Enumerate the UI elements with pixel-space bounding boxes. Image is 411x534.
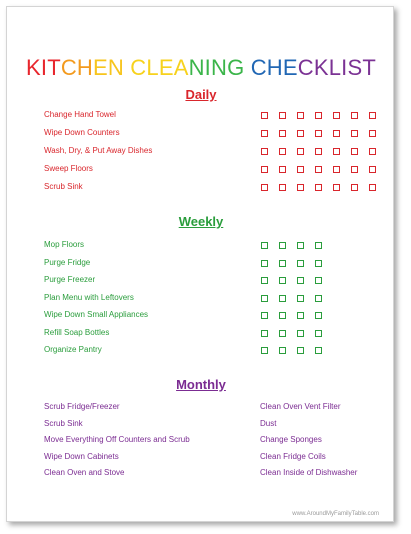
title-letter: C <box>297 55 314 80</box>
checklist-page <box>6 6 394 522</box>
weekly-checkbox[interactable] <box>279 295 286 302</box>
weekly-checkbox[interactable] <box>261 312 268 319</box>
weekly-checkbox[interactable] <box>315 242 322 249</box>
weekly-checkbox[interactable] <box>297 277 304 284</box>
title-letter: G <box>227 55 245 80</box>
daily-checkbox[interactable] <box>297 166 304 173</box>
weekly-checkbox[interactable] <box>261 260 268 267</box>
daily-checkbox[interactable] <box>351 112 358 119</box>
weekly-checkbox[interactable] <box>279 347 286 354</box>
monthly-task: Scrub Fridge/Freezer <box>44 402 120 411</box>
daily-checkbox[interactable] <box>351 184 358 191</box>
monthly-task: Dust <box>260 418 277 428</box>
title-letter: E <box>282 55 298 80</box>
weekly-task: Purge Fridge <box>44 257 91 267</box>
daily-checkbox[interactable] <box>261 148 268 155</box>
title-letter: I <box>204 55 211 80</box>
title-letter: I <box>40 55 48 80</box>
title-letter: N <box>107 55 124 80</box>
daily-checkbox[interactable] <box>315 184 322 191</box>
daily-checkbox[interactable] <box>279 130 286 137</box>
title-letter: S <box>347 55 363 80</box>
daily-checkbox[interactable] <box>261 112 268 119</box>
monthly-task: Move Everything Off Counters and Scrub <box>44 435 190 444</box>
daily-checkbox[interactable] <box>315 112 322 119</box>
weekly-checkbox[interactable] <box>297 295 304 302</box>
daily-checkbox[interactable] <box>279 112 286 119</box>
monthly-heading: Monthly <box>176 377 226 392</box>
weekly-checkbox[interactable] <box>315 295 322 302</box>
daily-checkbox[interactable] <box>369 112 376 119</box>
footer-url: www.AroundMyFamilyTable.com <box>292 511 379 517</box>
weekly-task: Plan Menu with Leftovers <box>44 292 134 302</box>
title-letter: A <box>173 55 189 80</box>
daily-checkbox[interactable] <box>297 130 304 137</box>
daily-checkbox[interactable] <box>351 148 358 155</box>
daily-checkbox[interactable] <box>369 166 376 173</box>
daily-checkbox[interactable] <box>333 130 340 137</box>
daily-checkbox[interactable] <box>297 184 304 191</box>
title-letter: N <box>210 55 228 80</box>
daily-checkbox[interactable] <box>315 166 322 173</box>
title-letter: C <box>130 55 147 80</box>
daily-task: Wipe Down Counters <box>44 128 120 137</box>
weekly-task: Refill Soap Bottles <box>44 327 110 337</box>
daily-checkbox[interactable] <box>369 184 376 191</box>
weekly-checkbox[interactable] <box>261 347 268 354</box>
title-letter: T <box>362 55 376 80</box>
title-letter: H <box>76 55 94 80</box>
weekly-checkbox[interactable] <box>315 312 322 319</box>
daily-checkbox[interactable] <box>315 148 322 155</box>
weekly-checkbox[interactable] <box>279 330 286 337</box>
weekly-checkbox[interactable] <box>261 277 268 284</box>
weekly-task: Mop Floors <box>44 240 85 249</box>
title-letter: C <box>250 55 267 80</box>
title-letter: C <box>60 55 77 80</box>
daily-checkbox[interactable] <box>261 184 268 191</box>
weekly-checkbox[interactable] <box>261 330 268 337</box>
title-letter: L <box>328 55 342 80</box>
weekly-checkbox[interactable] <box>297 347 304 354</box>
daily-checkbox[interactable] <box>369 130 376 137</box>
weekly-task: Organize Pantry <box>44 345 102 354</box>
daily-checkbox[interactable] <box>369 148 376 155</box>
weekly-checkbox[interactable] <box>279 242 286 249</box>
title-letter: E <box>158 55 174 80</box>
weekly-checkbox[interactable] <box>279 312 286 319</box>
weekly-checkbox[interactable] <box>279 260 286 267</box>
daily-checkbox[interactable] <box>279 166 286 173</box>
monthly-task: Clean Inside of Dishwasher <box>260 468 358 477</box>
daily-checkbox[interactable] <box>297 112 304 119</box>
daily-checkbox[interactable] <box>315 130 322 137</box>
title-letter: H <box>266 55 283 80</box>
daily-checkbox[interactable] <box>279 148 286 155</box>
title-letter: T <box>47 55 61 80</box>
monthly-task: Clean Fridge Coils <box>260 451 326 461</box>
daily-task: Scrub Sink <box>44 182 83 191</box>
weekly-checkbox[interactable] <box>297 260 304 267</box>
page-title <box>7 55 395 81</box>
title-letter: K <box>313 55 329 80</box>
weekly-checkbox[interactable] <box>315 277 322 284</box>
monthly-task: Scrub Sink <box>44 418 83 428</box>
daily-checkbox[interactable] <box>261 130 268 137</box>
daily-checkbox[interactable] <box>351 166 358 173</box>
weekly-checkbox[interactable] <box>261 295 268 302</box>
daily-task: Wash, Dry, & Put Away Dishes <box>44 146 153 155</box>
weekly-task: Wipe Down Small Appliances <box>44 310 149 319</box>
daily-checkbox[interactable] <box>333 184 340 191</box>
title-letter: N <box>188 55 205 80</box>
monthly-task: Wipe Down Cabinets <box>44 451 119 461</box>
monthly-task: Clean Oven Vent Filter <box>260 402 341 411</box>
weekly-checkbox[interactable] <box>297 330 304 337</box>
weekly-heading: Weekly <box>178 214 224 229</box>
weekly-checkbox[interactable] <box>297 312 304 319</box>
title-letter: K <box>26 55 41 80</box>
daily-checkbox[interactable] <box>351 130 358 137</box>
weekly-checkbox[interactable] <box>315 260 322 267</box>
monthly-task: Change Sponges <box>260 435 322 444</box>
daily-checkbox[interactable] <box>333 112 340 119</box>
daily-checkbox[interactable] <box>279 184 286 191</box>
daily-checkbox[interactable] <box>333 166 340 173</box>
title-letter: L <box>146 55 159 80</box>
weekly-checkbox[interactable] <box>279 277 286 284</box>
daily-checkbox[interactable] <box>297 148 304 155</box>
weekly-checkbox[interactable] <box>261 242 268 249</box>
daily-task: Change Hand Towel <box>44 110 116 119</box>
daily-checkbox[interactable] <box>333 148 340 155</box>
daily-checkbox[interactable] <box>261 166 268 173</box>
weekly-task: Purge Freezer <box>44 275 96 284</box>
daily-task: Sweep Floors <box>44 164 93 173</box>
weekly-checkbox[interactable] <box>297 242 304 249</box>
monthly-task: Clean Oven and Stove <box>44 468 125 477</box>
daily-heading: Daily <box>185 87 217 102</box>
title-letter: I <box>341 55 348 80</box>
weekly-checkbox[interactable] <box>315 347 322 354</box>
title-letter: E <box>93 55 108 80</box>
weekly-checkbox[interactable] <box>315 330 322 337</box>
